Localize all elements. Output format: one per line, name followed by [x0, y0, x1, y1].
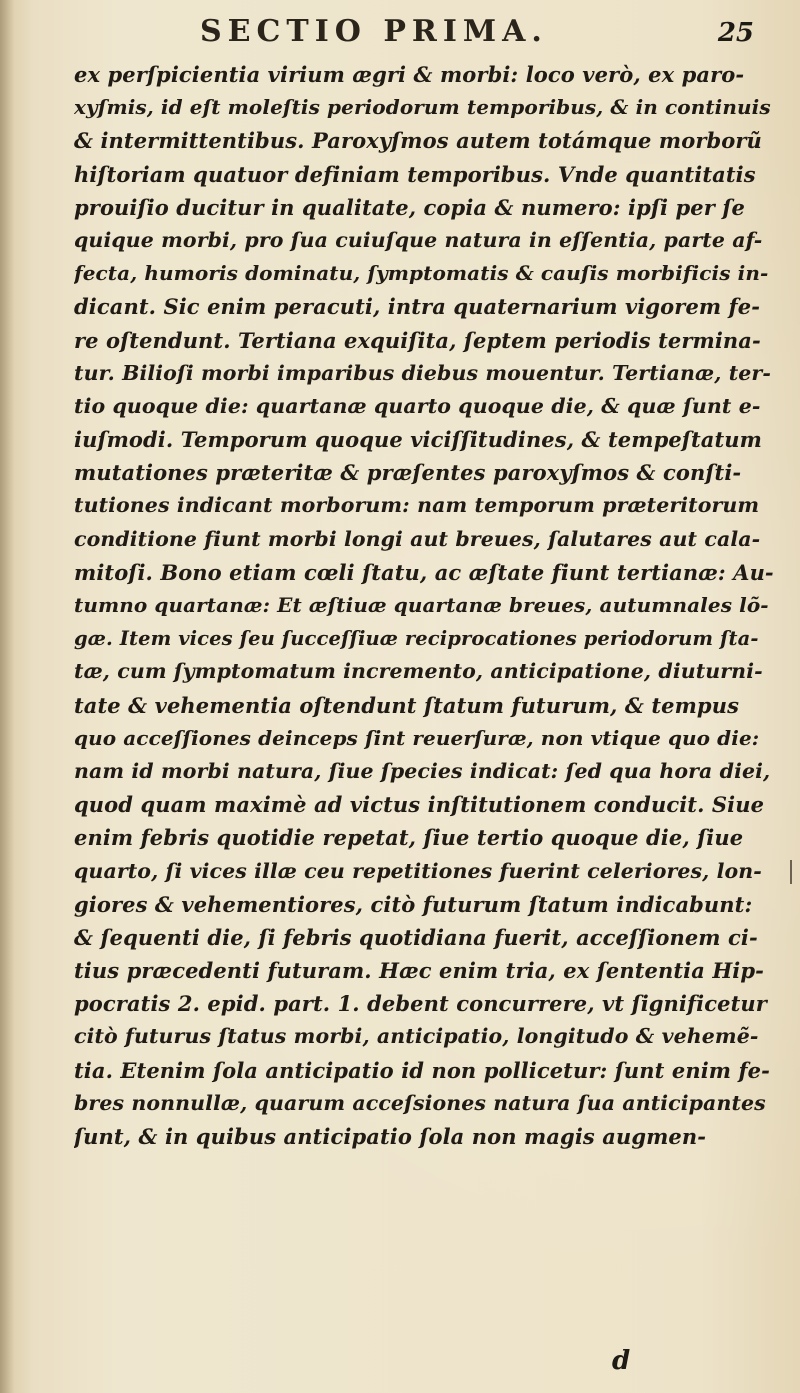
- text-line: tumno quartanæ: Et æſtiuæ quartanæ breues, autumnales lõ-: [74, 593, 769, 617]
- text-line: tius præcedenti futuram. Hæc enim tria, ex ſententia Hip-: [74, 958, 764, 984]
- text-line: conditione fiunt morbi longi aut breues, ſalutares aut cala-: [74, 526, 761, 551]
- text-line: tæ, cum ſymptomatum incremento, anticipatione, diuturni-: [74, 659, 763, 684]
- text-line: giores & vehementiores, citò futurum ſtatum indicabunt:: [74, 891, 753, 917]
- text-line: quique morbi, pro ſua cuiuſque natura in eſſentia, parte af-: [74, 227, 763, 252]
- text-line: prouiſio ducitur in qualitate, copia & numero: ipſi per ſe: [74, 194, 745, 220]
- text-line: tutiones indicant morborum: nam temporum præteritorum: [74, 493, 760, 518]
- text-line: ex perſpicientia virium ægri & morbi: loco verò, ex paro-: [74, 62, 745, 87]
- margin-mark: [790, 860, 792, 884]
- body-text: [74, 58, 774, 1153]
- text-line: pocratis 2. epid. part. 1. debent concurrere, vt ſignificetur: [74, 991, 767, 1017]
- text-line: & ſequenti die, ſi febris quotidiana fuerit, acceſſionem ci-: [74, 924, 758, 950]
- text-line: tate & vehementia oſtendunt ſtatum futurum, & tempus: [74, 692, 739, 718]
- text-line: tur. Bilioſi morbi imparibus diebus mouentur. Tertianæ, ter-: [74, 360, 771, 385]
- text-line: ſunt, & in quibus anticipatio ſola non magis augmen-: [74, 1124, 707, 1149]
- text-line: xyſmis, id eſt moleſtis periodorum temporibus, & in continuis: [74, 95, 771, 120]
- text-line: quarto, ſi vices illæ ceu repetitiones fuerint celeriores, lon-: [74, 858, 762, 883]
- running-head: [70, 10, 760, 50]
- text-line: mitoſi. Bono etiam cœli ſtatu, ac æſtate fiunt tertianæ: Au-: [74, 559, 774, 585]
- text-line: bres nonnullæ, quarum acceſsiones natura ſua anticipantes: [74, 1090, 766, 1115]
- gutter-shadow: [0, 0, 14, 1393]
- text-line: tio quoque die: quartanæ quarto quoque die, & quæ ſunt e-: [74, 393, 761, 418]
- text-line: gæ. Item vices ſeu ſucceſſiuæ reciprocationes periodorum ſta-: [74, 627, 759, 651]
- text-line: nam id morbi natura, ſiue ſpecies indicat: ſed qua hora diei,: [74, 758, 771, 783]
- text-line: fecta, humoris dominatu, ſymptomatis & cauſis morbificis in-: [74, 261, 769, 286]
- text-line: mutationes præteritæ & præſentes paroxyſmos & conſti-: [74, 460, 742, 486]
- text-line: quo acceſſiones deinceps ſint reuerſuræ, non vtique quo die:: [74, 725, 760, 750]
- text-line: re oſtendunt. Tertiana exquiſita, ſeptem periodis termina-: [74, 327, 761, 353]
- page-number: 25: [717, 18, 754, 48]
- text-line: iuſmodi. Temporum quoque viciſſitudines, & tempeſtatum: [74, 427, 762, 453]
- signature-mark: d: [612, 1346, 631, 1376]
- text-line: enim febris quotidie repetat, ſiue tertio quoque die, ſiue: [74, 825, 744, 851]
- text-line: citò futurus ſtatus morbi, anticipatio, longitudo & vehemẽ-: [74, 1024, 759, 1049]
- text-line: quod quam maximè ad victus inſtitutionem conducit. Siue: [74, 792, 765, 818]
- text-line: dicant. Sic enim peracuti, intra quaternarium vigorem fe-: [74, 294, 761, 320]
- text-line: & intermittentibus. Paroxyſmos autem totámque morborũ: [74, 128, 762, 154]
- section-title: SECTIO PRIMA.: [200, 14, 548, 49]
- text-line: tia. Etenim ſola anticipatio id non pollicetur: ſunt enim fe-: [74, 1057, 770, 1083]
- text-line: hiſtoriam quatuor definiam temporibus. Vnde quantitatis: [74, 161, 756, 187]
